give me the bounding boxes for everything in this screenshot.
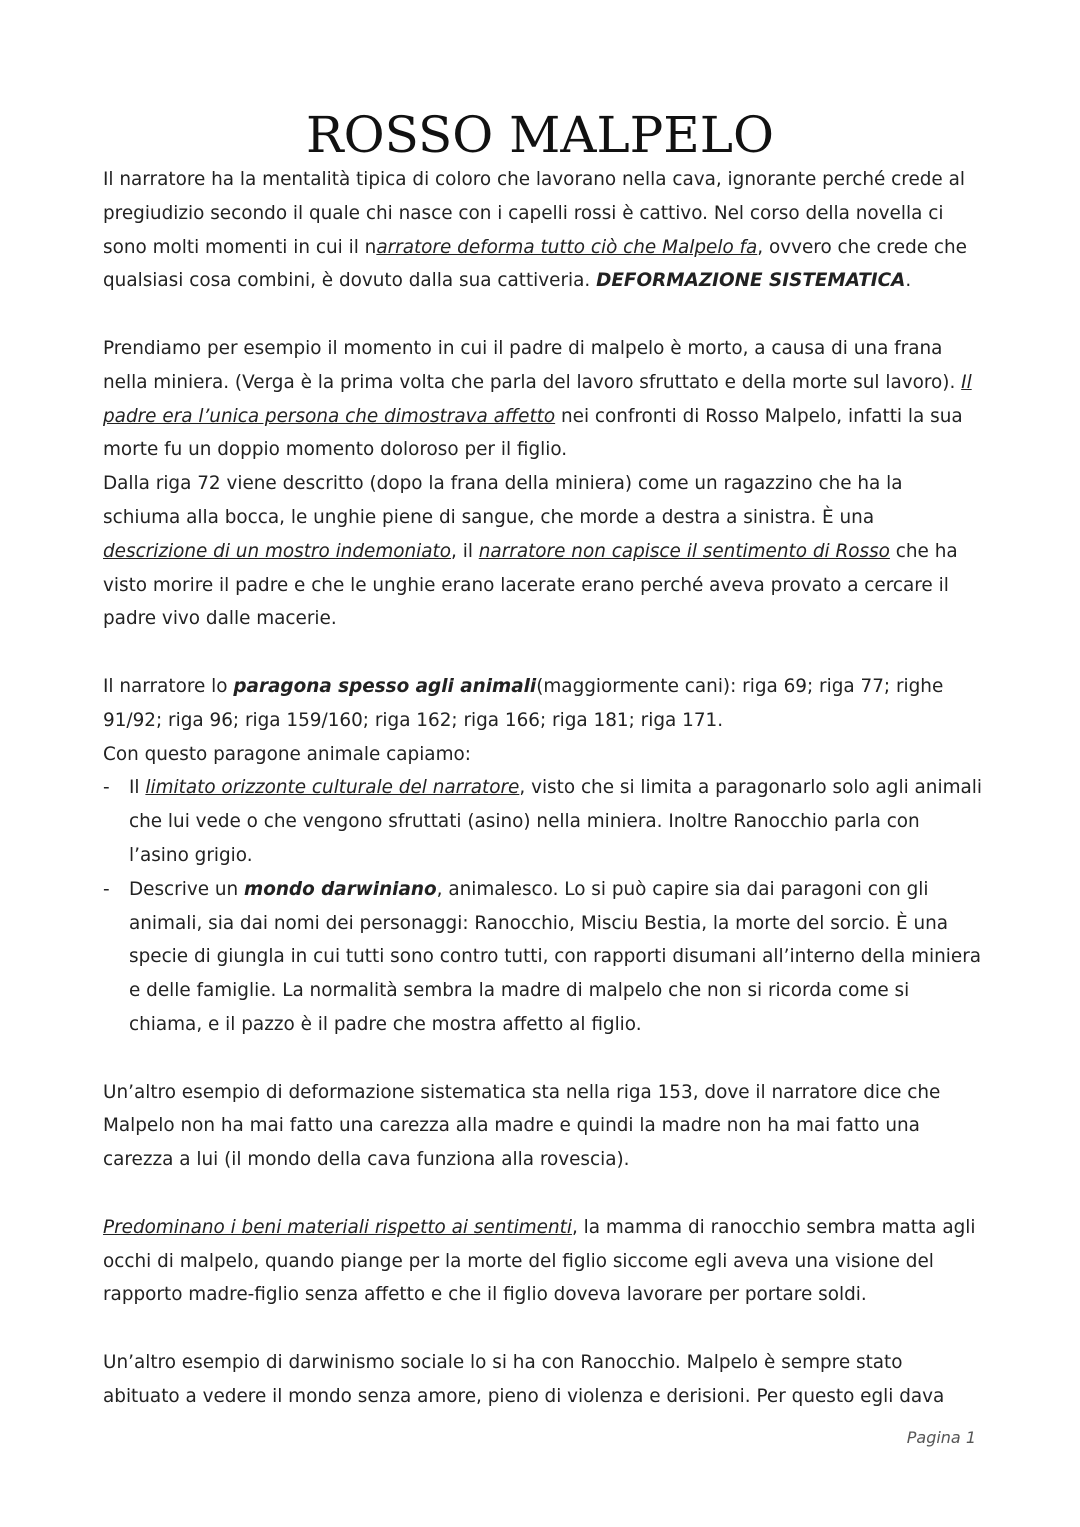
text-span: . (905, 270, 912, 292)
paragraph-list-intro: Con questo paragone animale capiamo: (103, 743, 471, 765)
dash-bullet: - (103, 777, 110, 799)
underlined-phrase: arratore deforma tutto ciò che Malpelo fa (376, 236, 758, 258)
text-span: che ha visto morire il padre e che le unghie erano lacerate erano perché aveva provato a cercare il padre vivo dalle macerie. (103, 540, 958, 630)
text-span: nei confronti di Rosso Malpelo, infatti la sua morte fu un doppio momento doloroso per il figlio. (103, 405, 963, 461)
text-span: , il (451, 540, 479, 562)
text-span: Descrive un (129, 878, 245, 900)
underlined-phrase: Predominano i beni materiali rispetto ai sentimenti (103, 1216, 572, 1238)
paragraph-narrator (103, 163, 983, 298)
paragraph-riga-72 (103, 467, 983, 636)
text-span: Prendiamo per esempio il momento in cui il padre di malpelo è morto, a causa di una frana nella miniera. (Verga è la prima volta che parla del lavoro sfruttato e della morte sul lavoro). (103, 337, 962, 393)
dash-bullet: - (103, 878, 110, 900)
underlined-phrase: narratore non capisce il sentimento di Rosso (478, 540, 890, 562)
text-span: Dalla riga 72 viene descritto (dopo la frana della miniera) come un ragazzino che ha la schiuma alla bocca, le unghie piene di sangue, che morde a destra a sinistra. È una (103, 473, 903, 528)
underlined-phrase: Il padre era l’unica persona che dimostrava affetto (103, 371, 972, 427)
document-body (103, 163, 983, 1413)
underlined-phrase: descrizione di un mostro indemoniato (103, 540, 452, 562)
list-item (103, 873, 983, 1042)
text-span: , animalesco. Lo si può capire sia dai paragoni con gli animali, sia dai nomi dei personaggi: Ranocchio, Misciu Bestia, la morte del sorcio. È una specie di giungla in cui tutti sono contro tutti, con rapporti disumani all’interno della miniera e delle famiglie. La normalità sembra la madre di malpelo che non si ricorda come si chiama, e il pazzo è il padre che mostra affetto al figlio. (129, 878, 982, 1035)
underlined-phrase: limitato orizzonte culturale del narratore (145, 777, 520, 799)
list-item (103, 771, 983, 872)
paragraph-riga-153: Un’altro esempio di deformazione sistematica sta nella riga 153, dove il narratore dice che Malpelo non ha mai fatto una carezza alla madre e quindi la madre non ha mai fatto una carezza a lui (il mondo della cava funziona alla rovescia). (103, 1081, 941, 1171)
text-span: , la mamma di ranocchio sembra matta agli occhi di malpelo, quando piange per la morte del figlio siccome egli aveva una visione del rapporto madre-figlio senza affetto e che il figlio doveva lavorare per portare soldi. (103, 1216, 976, 1306)
bold-phrase: mondo darwiniano (244, 878, 437, 900)
paragraph-gap (103, 1312, 983, 1346)
page-title: ROSSO MALPELO (306, 106, 774, 164)
text-span: , ovvero che crede che qualsiasi cosa combini, è dovuto dalla sua cattiveria. (103, 236, 967, 292)
paragraph-gap (103, 636, 983, 670)
paragraph-father-death (103, 332, 983, 467)
bold-phrase: DEFORMAZIONE SISTEMATICA (596, 270, 906, 292)
paragraph-gap (103, 1042, 983, 1076)
paragraph-gap (103, 298, 983, 332)
paragraph-social-darwinism: Un’altro esempio di darwinismo sociale lo si ha con Ranocchio. Malpelo è sempre stato abituato a vedere il mondo senza amore, pieno di violenza e derisioni. Per questo egli dava (103, 1351, 945, 1407)
text-span: Il (129, 777, 146, 799)
paragraph-gap (103, 1177, 983, 1211)
bold-phrase: paragona spesso agli animali (233, 675, 537, 697)
text-span: , visto che si limita a paragonarlo solo agli animali che lui vede o che vengono sfruttati (asino) nella miniera. Inoltre Ranocchio parla con l’asino grigio. (129, 777, 982, 866)
paragraph-animal-comparison (103, 670, 983, 738)
bullet-list (103, 771, 983, 1041)
text-span: Il narratore ha la mentalità tipica di coloro che lavorano nella cava, ignorante perché crede al pregiudizio secondo il quale chi nasce con i capelli rossi è cattivo. Nel corso della novella ci sono molti momenti in cui il n (103, 169, 965, 258)
paragraph-material-goods (103, 1211, 983, 1312)
text-span: Il narratore lo (103, 675, 234, 697)
text-span: (maggiormente cani): riga 69; riga 77; righe 91/92; riga 96; riga 159/160; riga 162; riga 166; riga 181; riga 171. (103, 675, 944, 731)
page-number: Pagina 1 (906, 1428, 976, 1447)
